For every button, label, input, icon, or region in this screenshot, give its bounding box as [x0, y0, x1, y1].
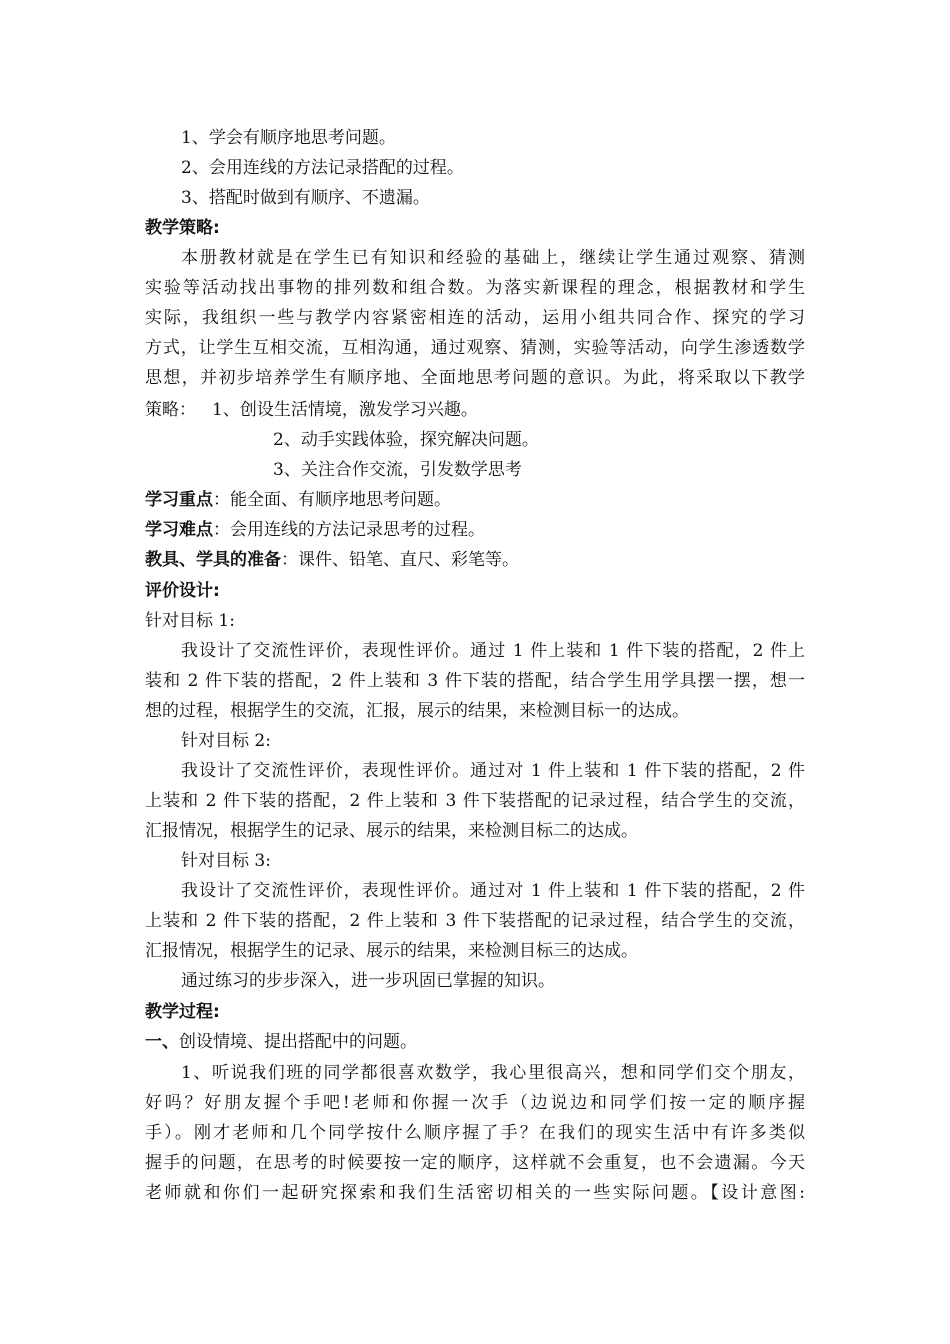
strategy-item-2: 2、动手实践体验，探究解决问题。 — [273, 430, 539, 450]
goal1-line-3: 想的过程，根据学生的交流，汇报，展示的结果，来检测目标一的达成。 — [145, 701, 689, 721]
key-point-text: ：能全面、有顺序地思考问题。 — [213, 490, 451, 510]
difficulty-line — [145, 515, 485, 545]
process-p1-line-5: 老师就和你们一起研究探索和我们生活密切相关的一些实际问题。【设计意图: — [145, 1183, 805, 1203]
strategy-item-1: 1、创设生活情境，激发学习兴趣。 — [212, 400, 478, 420]
section1-line — [145, 1027, 417, 1057]
goal3-line-2: 上装和 2 件下装的搭配，2 件上装和 3 件下装搭配的记录过程，结合学生的交流， — [145, 911, 805, 931]
goal2-line-2: 上装和 2 件下装的搭配，2 件上装和 3 件下装搭配的记录过程，结合学生的交流， — [145, 791, 805, 811]
key-point-line — [145, 485, 451, 515]
evaluation-heading: 评价设计: — [145, 581, 220, 601]
strategy-line-4: 方式，让学生互相交流，互相沟通，通过观察、猜测，实验等活动，向学生渗透数学 — [145, 338, 805, 358]
goal3-line-1: 我设计了交流性评价，表现性评价。通过对 1 件上装和 1 件下装的搭配，2 件 — [181, 881, 805, 901]
strategy-line-2: 实验等活动找出事物的排列数和组合数。为落实新课程的理念，根据教材和学生 — [145, 278, 805, 298]
goal3-line-3: 汇报情况，根据学生的记录、展示的结果，来检测目标三的达成。 — [145, 941, 638, 961]
tools-line — [145, 545, 519, 575]
strategy-heading: 教学策略: — [145, 218, 220, 238]
difficulty-label: 学习难点 — [145, 520, 213, 540]
process-heading: 教学过程: — [145, 1002, 220, 1022]
objective-3: 3、搭配时做到有顺序、不遗漏。 — [181, 188, 430, 208]
section1-title: 创设情境、提出搭配中的问题。 — [179, 1032, 417, 1052]
objective-1: 1、学会有顺序地思考问题。 — [181, 128, 396, 148]
process-p1-line-3: 手）。刚才老师和几个同学按什么顺序握了手？在我们的现实生活中有许多类似 — [145, 1123, 805, 1143]
process-p1-line-4: 握手的问题，在思考的时候要按一定的顺序，这样就不会重复，也不会遗漏。今天 — [145, 1153, 805, 1173]
strategy-line-5: 思想，并初步培养学生有顺序地、全面地思考问题的意识。为此，将采取以下教学 — [145, 368, 805, 388]
difficulty-text: ：会用连线的方法记录思考的过程。 — [213, 520, 485, 540]
strategy-line-3: 实际，我组织一些与教学内容紧密相连的活动，运用小组共同合作、探究的学习 — [145, 308, 805, 328]
tools-text: ：课件、铅笔、直尺、彩笔等。 — [281, 550, 519, 570]
objective-2: 2、会用连线的方法记录搭配的过程。 — [181, 158, 464, 178]
process-p1-line-2: 好吗？好朋友握个手吧!老师和你握一次手（边说边和同学们按一定的顺序握 — [145, 1093, 805, 1113]
practice-line: 通过练习的步步深入，进一步巩固已掌握的知识。 — [181, 971, 555, 991]
tools-label: 教具、学具的准备 — [145, 550, 281, 570]
strategy-line-1: 本册教材就是在学生已有知识和经验的基础上，继续让学生通过观察、猜测 — [181, 248, 805, 268]
goal2-line-1: 我设计了交流性评价，表现性评价。通过对 1 件上装和 1 件下装的搭配，2 件 — [181, 761, 805, 781]
goal1-line-2: 装和 2 件下装的搭配，2 件上装和 3 件下装的搭配，结合学生用学具摆一摆，想一 — [145, 671, 805, 691]
strategy-list-lead: 策略： — [145, 400, 196, 420]
goal1-line-1: 我设计了交流性评价，表现性评价。通过 1 件上装和 1 件下装的搭配，2 件上 — [181, 641, 805, 661]
goal3-title: 针对目标 3: — [181, 851, 271, 871]
section1-number: 一、 — [145, 1032, 179, 1052]
goal2-line-3: 汇报情况，根据学生的记录、展示的结果，来检测目标二的达成。 — [145, 821, 638, 841]
process-p1-line-1: 1、听说我们班的同学都很喜欢数学，我心里很高兴，想和同学们交个朋友， — [181, 1063, 805, 1083]
goal2-title: 针对目标 2: — [181, 731, 271, 751]
strategy-item-3: 3、关注合作交流，引发数学思考 — [273, 460, 522, 480]
key-point-label: 学习重点 — [145, 490, 213, 510]
goal1-title: 针对目标 1: — [145, 611, 235, 631]
